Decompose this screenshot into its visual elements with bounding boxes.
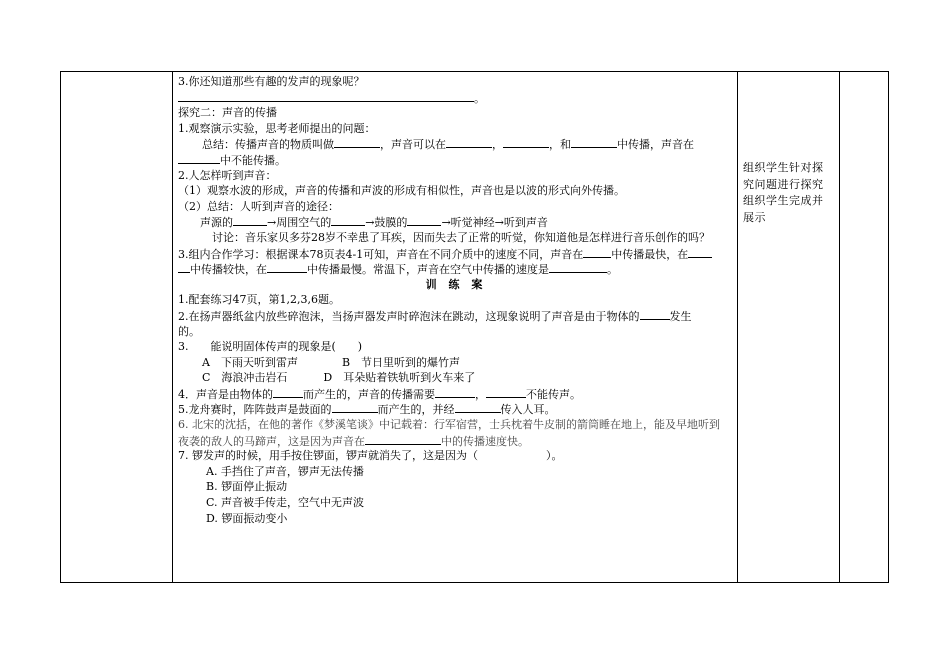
table-divider-2 — [737, 71, 738, 583]
training-title: 训 练 案 — [425, 277, 487, 291]
training-1: 1.配套练习47页，第1,2,3,6题。 — [178, 293, 340, 307]
teacher-note-line-2: 究问题进行探究 — [743, 177, 824, 191]
training-5: 5.龙舟赛时，阵阵鼓声是鼓面的 而产生的，并经 传入人耳。 — [178, 403, 556, 417]
how-hear: 2.人怎样听到声音： — [178, 168, 277, 182]
summary-medium: 总结：传播声音的物质叫做 ，声音可以在 ， ，和 中传播，声音在 — [202, 138, 694, 152]
training-2: 2.在扬声器纸盆内放些碎泡沫，当扬声器发声时碎泡沫在跳动，这现象说明了声音是由于物体的 发生 — [178, 309, 692, 323]
group-study-cont: 中传播较快，在 中传播最慢。常温下，声音在空气中传播的速度是 。 — [178, 261, 734, 277]
summary-path: （2）总结：人听到声音的途径： — [178, 199, 339, 213]
hearing-path: 声源的 →周围空气的 →鼓膜的 →听觉神经→听到声音 — [200, 216, 548, 230]
answer-line: 。 — [178, 90, 734, 106]
training-4: 4．声音是由物体的 而产生的，声音的传播需要 ， 不能传声。 — [178, 387, 581, 401]
training-7-option-d: D. 锣面振动变小 — [206, 511, 288, 525]
teacher-note-line-1: 组织学生针对探 — [743, 161, 824, 174]
training-3-options-ab: A 下雨天听到雷声 B 节日里听到的爆竹声 — [202, 355, 461, 369]
training-3: 3. 能说明固体传声的现象是( ) — [178, 340, 363, 354]
table-divider-3 — [839, 71, 840, 583]
question-3: 3.你还知道那些有趣的发声的现象呢？ — [178, 75, 365, 88]
explore-2-heading: 探究二：声音的传播 — [178, 106, 277, 120]
training-6-cont: 夜袭的敌人的马蹄声，这是因为声音在 中的传播速度快。 — [178, 434, 529, 448]
lesson-content — [178, 74, 734, 526]
summary-vacuum: 中不能传播。 — [178, 152, 734, 168]
training-2-cont: 的。 — [178, 324, 200, 338]
training-6: 6. 北宋的沈括，在他的著作《梦溪笔谈》中记载着：行军宿营，士兵枕着牛皮制的箭筒睡在地上，能及早地听到 — [178, 418, 720, 432]
training-7-option-b: B. 锣面停止振动 — [206, 480, 288, 494]
discussion: 讨论：音乐家贝多芬28岁不幸患了耳疾，因而失去了正常的听觉，你知道他是怎样进行音乐创作的吗？ — [212, 230, 710, 244]
training-7: 7. 锣发声的时候，用手按住锣面，锣声就消失了，这是因为（ ）。 — [178, 449, 563, 463]
training-7-option-a: A. 手挡住了声音，锣声无法传播 — [206, 464, 364, 478]
table-divider-1 — [172, 71, 173, 583]
teacher-note — [743, 160, 837, 226]
teacher-note-line-4: 展示 — [743, 210, 766, 224]
observe-wave: （1）观察水波的形成，声音的传播和声波的形成有相似性，声音也是以波的形式向外传播。 — [178, 184, 625, 198]
training-3-options-cd: C 海浪冲击岩石 D 耳朵贴着铁轨听到火车来了 — [202, 371, 476, 385]
group-study: 3.组内合作学习：根据课本78页表4-1可知，声音在不同介质中的速度不同，声音在 中传播最快，在 — [178, 246, 734, 262]
training-7-option-c: C. 声音被手传走，空气中无声波 — [206, 496, 365, 510]
observe-demo: 1.观察演示实验，思考老师提出的问题： — [178, 121, 376, 135]
teacher-note-line-3: 组织学生完成并 — [743, 194, 824, 207]
